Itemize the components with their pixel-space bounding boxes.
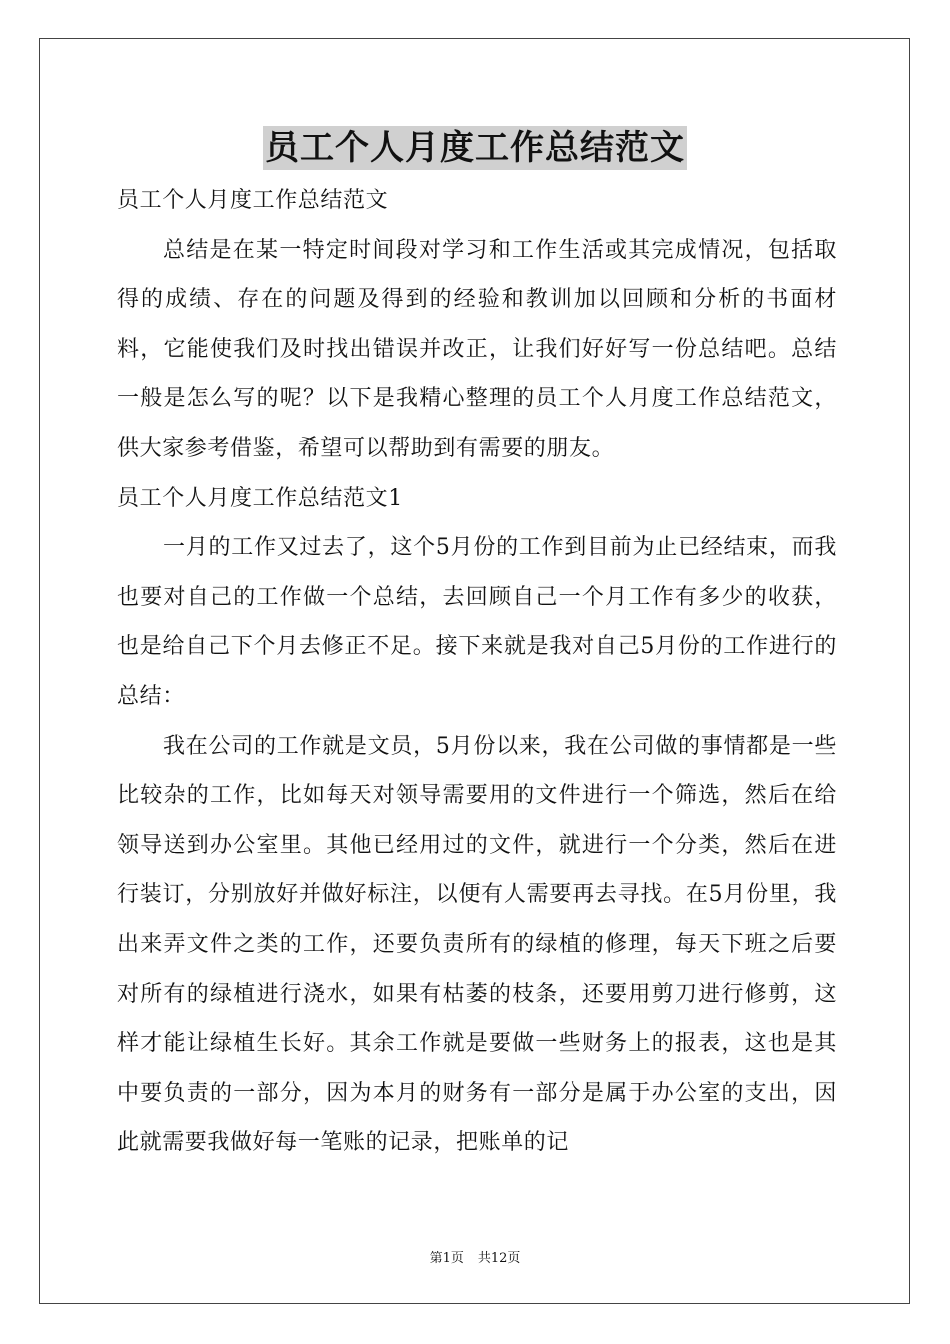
- intro-paragraph: 总结是在某一特定时间段对学习和工作生活或其完成情况，包括取得的成绩、存在的问题及得到的经验和教训加以回顾和分析的书面材料，它能使我们及时找出错误并改正，让我们好好写一份总结吧。总结一般是怎么写的呢？以下是我精心整理的员工个人月度工作总结范文，供大家参考借鉴，希望可以帮助到有需要的朋友。: [117, 237, 837, 461]
- page-footer: [0, 1247, 950, 1266]
- page-total: 共12页: [477, 1251, 521, 1266]
- body-paragraph: 我在公司的工作就是文员，5月份以来，我在公司做的事情都是一些比较杂的工作，比如每天对领导需要用的文件进行一个筛选，然后在给领导送到办公室里。其他已经用过的文件，就进行一个分类，然后在进行装订，分别放好并做好标注，以便有人需要再去寻找。在5月份里，我出来弄文件之类的工作，还要负责所有的绿植的修理，每天下班之后要对所有的绿植进行浇水，如果有枯萎的枝条，还要用剪刀进行修剪，这样才能让绿植生长好。其余工作就是要做一些财务上的报表，这也是其中要负责的一部分，因为本月的财务有一部分是属于办公室的支出，因此就需要我做好每一笔账的记录，把账单的记: [117, 733, 837, 1156]
- subtitle-paragraph: 员工个人月度工作总结范文: [117, 188, 389, 213]
- page-number: 第1页: [429, 1251, 464, 1266]
- document-title: 员工个人月度工作总结范文: [265, 128, 685, 168]
- title-container: [0, 126, 950, 170]
- body-paragraph: 一月的工作又过去了，这个5月份的工作到目前为止已经结束，而我也要对自己的工作做一个总结，去回顾自己一个月工作有多少的收获，也是给自己下个月去修正不足。接下来就是我对自己5月份的工作进行的总结：: [117, 535, 837, 709]
- document-body: [117, 176, 837, 1168]
- section-heading: 员工个人月度工作总结范文1: [117, 485, 403, 511]
